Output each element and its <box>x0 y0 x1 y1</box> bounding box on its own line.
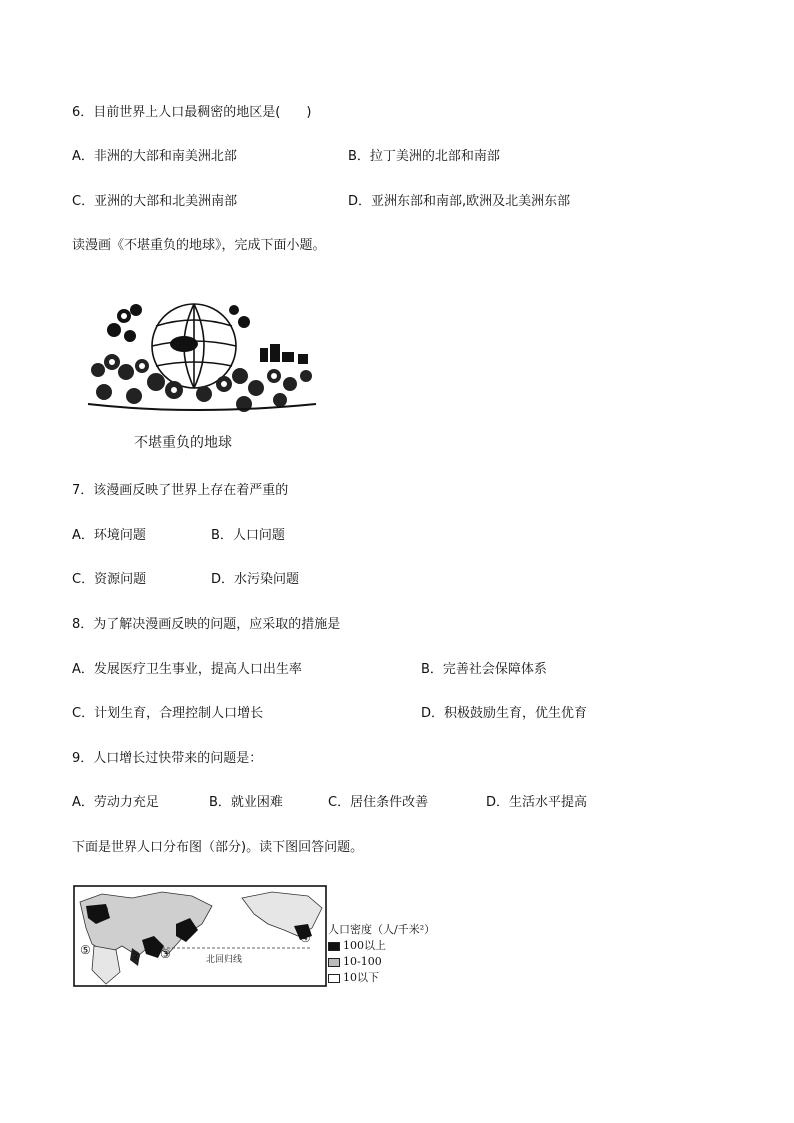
legend-swatch-high <box>328 942 340 951</box>
q6-option-b: B．拉丁美洲的北部和南部 <box>348 149 500 164</box>
legend-label-high: 100以上 <box>343 939 386 952</box>
question-6-stem: 6．目前世界上人口最稠密的地区是( ) <box>72 105 312 120</box>
overloaded-earth-cartoon <box>84 296 320 418</box>
q6-option-a: A．非洲的大部和南美洲北部 <box>72 149 237 164</box>
question-9-stem: 9．人口增长过快带来的问题是： <box>72 751 263 766</box>
legend-title: 人口密度（人/千米²） <box>328 923 436 936</box>
q6-option-c: C．亚洲的大部和北美洲南部 <box>72 194 238 209</box>
q8-option-b: B．完善社会保障体系 <box>421 662 547 677</box>
q8-option-a: A．发展医疗卫生事业，提高人口出生率 <box>72 662 302 677</box>
q9-option-c: C．居住条件改善 <box>328 795 429 810</box>
map-intro: 下面是世界人口分布图（部分)。读下图回答问题。 <box>72 840 364 855</box>
cartoon-intro: 读漫画《不堪重负的地球》，完成下面小题。 <box>72 238 326 253</box>
legend-item-mid <box>328 954 435 970</box>
q7-option-b: B．人口问题 <box>211 528 285 543</box>
tropic-line-label: 北回归线 <box>206 955 243 965</box>
map-legend <box>328 922 435 986</box>
map-label-2: ② <box>130 949 141 963</box>
legend-label-mid: 10-100 <box>343 955 382 968</box>
q8-option-d: D．积极鼓励生育，优生优育 <box>421 706 588 721</box>
legend-swatch-low <box>328 974 340 983</box>
q8-option-c: C．计划生育，合理控制人口增长 <box>72 706 264 721</box>
q6-option-d: D．亚洲东部和南部,欧洲及北美洲东部 <box>348 194 571 209</box>
question-8-stem: 8．为了解决漫画反映的问题，应采取的措施是 <box>72 617 341 632</box>
map-label-1: ① <box>98 903 109 917</box>
map-label-5: ⑤ <box>80 943 91 957</box>
q9-option-b: B．就业困难 <box>209 795 283 810</box>
q7-option-d: D．水污染问题 <box>211 572 300 587</box>
q7-option-c: C．资源问题 <box>72 572 147 587</box>
map-label-4: ④ <box>300 931 311 945</box>
question-7-stem: 7．该漫画反映了世界上存在着严重的 <box>72 483 289 498</box>
legend-label-low: 10以下 <box>343 971 379 984</box>
q7-option-a: A．环境问题 <box>72 528 146 543</box>
cartoon-caption: 不堪重负的地球 <box>134 435 232 451</box>
legend-item-low <box>328 970 435 986</box>
q9-option-a: A．劳动力充足 <box>72 795 159 810</box>
q9-option-d: D．生活水平提高 <box>486 795 588 810</box>
world-population-map <box>72 884 330 990</box>
legend-item-high <box>328 938 435 954</box>
legend-swatch-mid <box>328 958 340 967</box>
map-label-3: ③ <box>160 947 171 961</box>
